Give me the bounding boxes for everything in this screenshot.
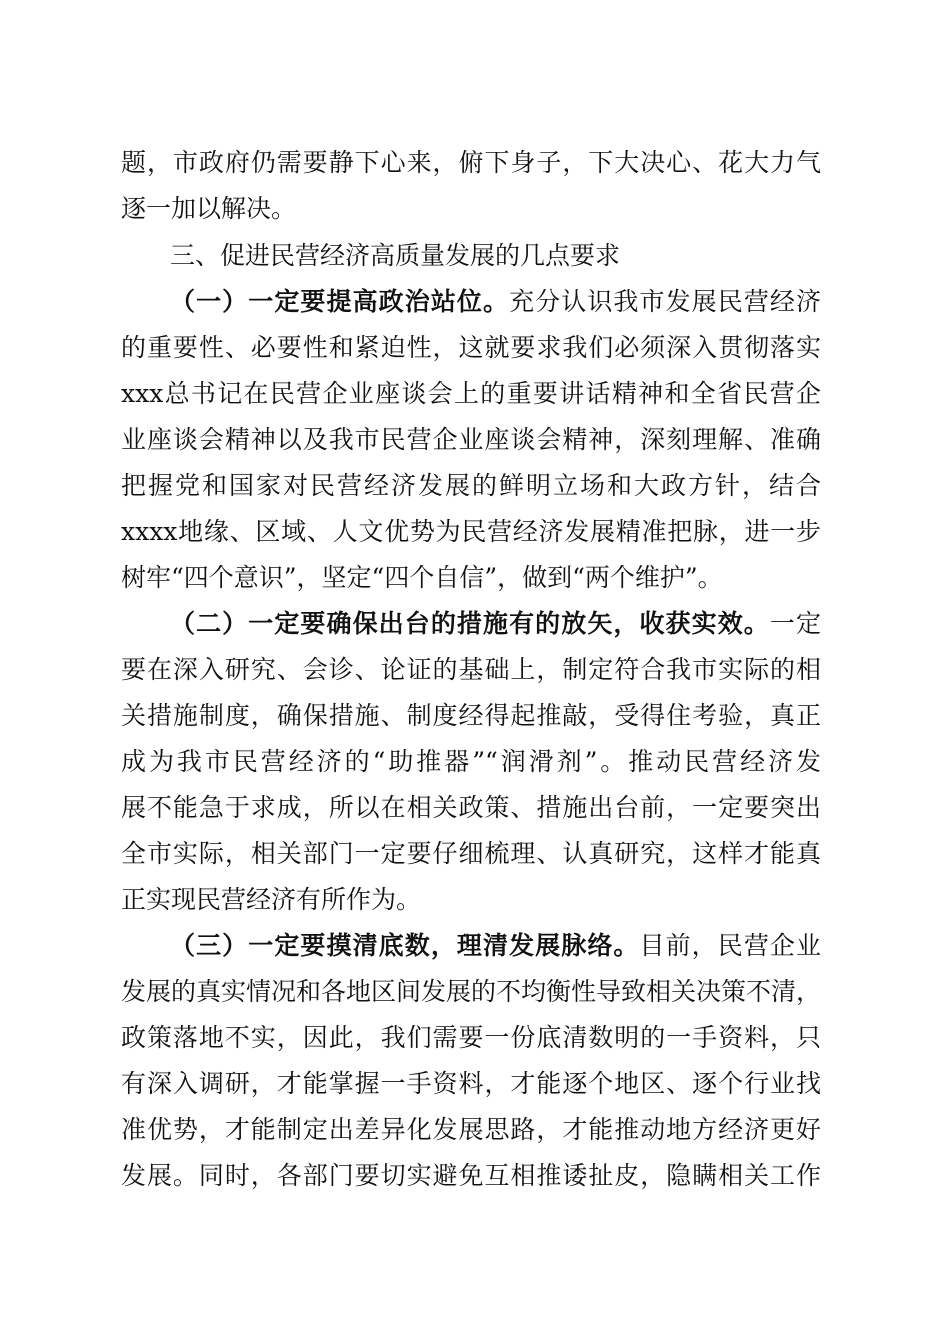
- body-text-line: 逐一加以解决。: [121, 194, 297, 223]
- body-text-line: 关措施制度，确保措施、制度经得起推敲，受得住考验，真正: [121, 701, 821, 730]
- paragraph-1-first-line: [170, 285, 821, 319]
- body-text-line: 的重要性、必要性和紧迫性，这就要求我们必须深入贯彻落实: [121, 333, 821, 362]
- body-text-line: 成为我市民营经济的“助推器”“润滑剂”。推动民营经济发: [121, 747, 821, 776]
- body-text-line: 树牢“四个意识”，坚定“四个自信”，做到“两个维护”。: [121, 563, 723, 592]
- body-text-line: 要在深入研究、会诊、论证的基础上，制定符合我市实际的相: [121, 655, 821, 684]
- paragraph-1-first-line-rest: 充分认识我市发展民营经济: [509, 287, 821, 316]
- body-text-line: 题，市政府仍需要静下心来，俯下身子，下大决心、花大力气: [121, 148, 821, 177]
- body-text-line: 政策落地不实，因此，我们需要一份底清数明的一手资料，只: [121, 1023, 821, 1052]
- paragraph-2-lead: （二）一定要确保出台的措施有的放矢，收获实效。: [170, 609, 770, 638]
- body-text-line: 业座谈会精神以及我市民营企业座谈会精神，深刻理解、准确: [121, 425, 821, 454]
- body-text-line: 准优势，才能制定出差异化发展思路，才能推动地方经济更好: [121, 1115, 821, 1144]
- body-text-line: 有深入调研，才能掌握一手资料，才能逐个地区、逐个行业找: [121, 1069, 821, 1098]
- section-heading: 三、促进民营经济高质量发展的几点要求: [170, 241, 621, 270]
- body-text-line: xxx总书记在民营企业座谈会上的重要讲话精神和全省民营企: [121, 379, 821, 408]
- body-text-line: 展不能急于求成，所以在相关政策、措施出台前，一定要突出: [121, 793, 821, 822]
- body-text-line: 全市实际，相关部门一定要仔细梳理、认真研究，这样才能真: [121, 839, 821, 868]
- paragraph-3-first-line-rest: 目前，民营企业: [639, 931, 821, 960]
- paragraph-2-first-line: [170, 607, 821, 641]
- body-text-line: 把握党和国家对民营经济发展的鲜明立场和大政方针，结合: [121, 471, 821, 500]
- paragraph-2-first-line-rest: 一定: [769, 609, 821, 638]
- paragraph-3-lead: （三）一定要摸清底数，理清发展脉络。: [170, 931, 640, 960]
- paragraph-3-first-line: [170, 929, 821, 963]
- body-text-line: xxxx地缘、区域、人文优势为民营经济发展精准把脉，进一步: [121, 517, 821, 546]
- body-text-line: 发展的真实情况和各地区间发展的不均衡性导致相关决策不清，: [121, 977, 822, 1006]
- body-text-line: 正实现民营经济有所作为。: [121, 885, 422, 914]
- paragraph-1-lead: （一）一定要提高政治站位。: [170, 287, 510, 316]
- body-text-line: 发展。同时，各部门要切实避免互相推诿扯皮，隐瞒相关工作: [121, 1161, 821, 1190]
